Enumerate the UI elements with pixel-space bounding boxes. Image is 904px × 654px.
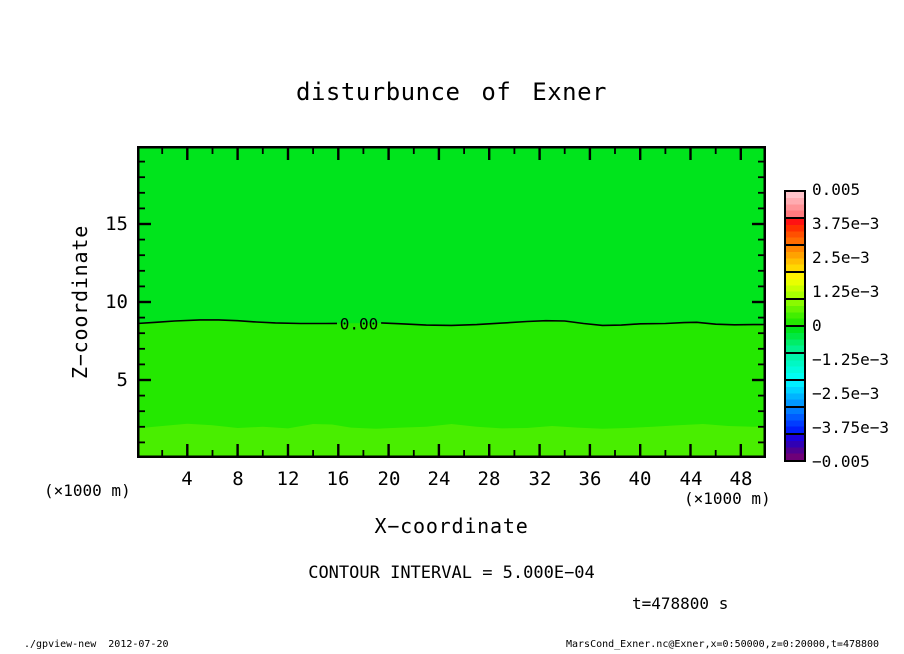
y-tick-label: 10 — [105, 291, 128, 313]
colorbar-label: 0 — [812, 316, 822, 335]
colorbar-label: 3.75e−3 — [812, 214, 880, 233]
y-tick-label: 15 — [105, 213, 128, 235]
x-tick-label: 36 — [578, 468, 602, 490]
x-axis-title: X−coordinate — [374, 514, 529, 538]
contour-interval-note: CONTOUR INTERVAL = 5.000E−04 — [308, 563, 595, 583]
x-tick-label: 32 — [528, 468, 552, 490]
x-tick-label: 4 — [181, 468, 193, 490]
colorbar-segment — [786, 381, 804, 408]
tool-version-stamp: ./gpview-new 2012-07-20 — [24, 639, 169, 650]
x-tick-label: 40 — [628, 468, 652, 490]
colorbar-segment — [786, 192, 804, 219]
plot-canvas — [137, 146, 766, 458]
y-tick-label: 5 — [116, 369, 128, 391]
x-tick-label: 44 — [679, 468, 703, 490]
x-tick-label: 28 — [477, 468, 501, 490]
data-source-stamp: MarsCond_Exner.nc@Exner,x=0:50000,z=0:20000,t=478800 — [566, 639, 880, 650]
colorbar-label: 0.005 — [812, 180, 861, 199]
colorbar-segment — [786, 435, 804, 460]
x-tick-label: 8 — [232, 468, 244, 490]
colorbar-labels — [812, 180, 904, 472]
colorbar-label: 2.5e−3 — [812, 248, 870, 267]
colorbar-segment — [786, 219, 804, 246]
y-axis-unit: (×1000 m) — [44, 481, 131, 500]
x-tick-label: 20 — [377, 468, 401, 490]
colorbar — [784, 190, 806, 462]
chart-title: disturbunce of Exner — [296, 78, 607, 106]
x-tick-label: 12 — [276, 468, 300, 490]
contour-line-label: 0.00 — [339, 314, 379, 334]
colorbar-label: −3.75e−3 — [812, 418, 890, 437]
x-tick-label: 48 — [729, 468, 753, 490]
y-axis-title-text: Z−coordinate — [68, 224, 92, 380]
colorbar-segment — [786, 273, 804, 300]
x-tick-label: 16 — [326, 468, 350, 490]
colorbar-segment — [786, 354, 804, 381]
contour-fill-regions — [137, 146, 766, 458]
x-tick-label: 24 — [427, 468, 451, 490]
colorbar-label: −2.5e−3 — [812, 384, 880, 403]
colorbar-label: 1.25e−3 — [812, 282, 880, 301]
colorbar-segment — [786, 327, 804, 354]
colorbar-label: −1.25e−3 — [812, 350, 890, 369]
colorbar-segment — [786, 300, 804, 327]
colorbar-segment — [786, 246, 804, 273]
y-axis-title — [56, 146, 104, 458]
x-axis-unit: (×1000 m) — [684, 489, 771, 508]
colorbar-segment — [786, 408, 804, 435]
time-annotation: t=478800 s — [632, 594, 729, 613]
colorbar-label: −0.005 — [812, 452, 870, 471]
